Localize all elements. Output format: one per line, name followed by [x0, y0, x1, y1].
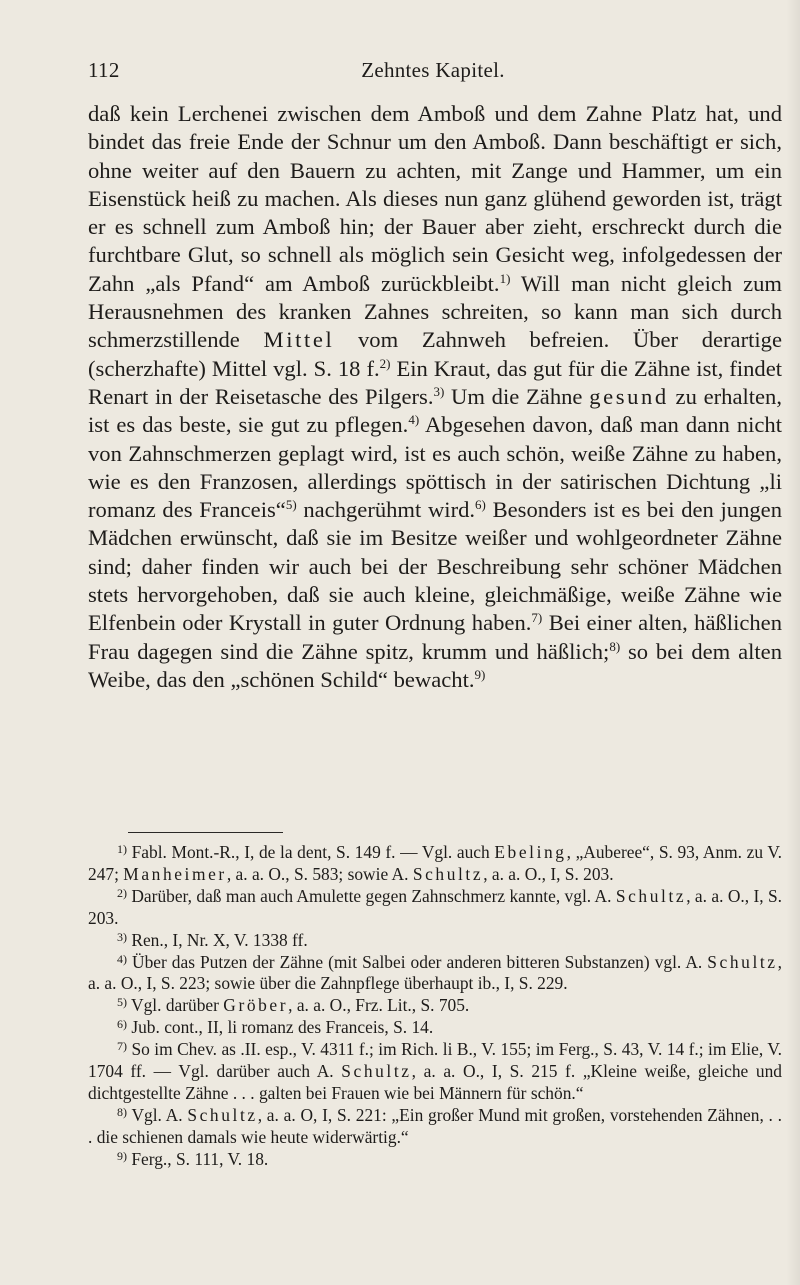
page-edge-shadow — [786, 0, 800, 1285]
spaced-emphasis: Ebeling — [494, 842, 567, 862]
footnote-number: 8) — [117, 1104, 127, 1119]
spaced-emphasis: gesund — [589, 383, 669, 409]
footnote — [88, 1149, 782, 1171]
spaced-emphasis: Mittel — [263, 327, 335, 353]
main-text — [88, 100, 782, 694]
body-paragraph — [88, 100, 782, 694]
text-run: Vgl. A. — [127, 1104, 188, 1125]
running-header — [88, 58, 778, 86]
footnote-separator — [128, 832, 283, 833]
footnote — [88, 930, 782, 952]
text-run: Abgesehen davon, daß man dann nicht von Zahnschmerzen geplagt wird, ist es auch schön, weiße Zähne zu haben, wie es den Franzosen, allerdings spöttisch in der satirischen Dichtung „li romanz des Franceis“ — [88, 412, 782, 523]
footnote — [88, 1017, 782, 1039]
text-run: vom Zahnweh befreien. Über derartige (scherzhafte) Mittel vgl. S. 18 f. — [88, 327, 782, 381]
spaced-emphasis: Schultz — [707, 951, 778, 972]
text-run: Ren., I, Nr. X, V. 1338 ff. — [127, 929, 308, 950]
footnote-reference: 2) — [379, 355, 391, 371]
footnote-reference: 9) — [474, 666, 486, 682]
footnote — [88, 1039, 782, 1105]
footnote-reference: 7) — [531, 610, 543, 626]
footnote-number: 2) — [117, 885, 127, 900]
footnotes — [88, 842, 782, 1171]
footnote-number: 9) — [117, 1148, 127, 1163]
text-run: , „Auberee“, S. 93, Anm. zu V. 247; — [88, 842, 782, 884]
footnote-reference: 4) — [408, 412, 420, 428]
text-run: , a. a. O., I, S. 223; sowie über die Zahnpflege überhaupt ib., I, S. 229. — [88, 951, 782, 994]
spaced-emphasis: Schultz — [187, 1104, 258, 1125]
text-run: , a. a. O., Frz. Lit., S. 705. — [288, 995, 470, 1016]
text-run: Darüber, daß man auch Amulette gegen Zahnschmerz kannte, vgl. A. — [127, 885, 616, 906]
footnote — [88, 886, 782, 930]
spaced-emphasis: Schultz — [412, 863, 484, 884]
footnote — [88, 995, 782, 1017]
spaced-emphasis: Schultz — [615, 885, 687, 906]
footnote-reference: 1) — [499, 270, 511, 286]
footnote-reference: 6) — [475, 497, 486, 513]
text-run: Fabl. Mont.-R., I, de la dent, S. 149 f. — Vgl. auch — [127, 842, 495, 862]
text-run: so bei dem alten Weibe, das den „schönen Schild“ bewacht. — [88, 638, 782, 692]
page-number: 112 — [88, 58, 120, 82]
text-run: Über das Putzen der Zähne (mit Salbei oder anderen bitteren Substanzen) vgl. A. — [127, 951, 708, 972]
text-run: daß kein Lerchenei zwischen dem Amboß und dem Zahne Platz hat, und bindet das freie Ende der Schnur um den Amboß. Dann beschäftigt er sich, ohne weiter auf den Bauern zu achten, mit Zange und Hammer, um ein Eisenstück heiß zu machen. Als dieses nun ganz glühend geworden ist, trägt er es schnell zum Amboß hin; der Bauer aber zieht, erschreckt durch die furchtbare Glut, so schnell als möglich sein Gesicht weg, infolgedessen der Zahn „als Pfand“ am Amboß zurückbleibt. — [88, 101, 782, 296]
spaced-emphasis: Gröber — [223, 995, 289, 1016]
text-run: Ferg., S. 111, V. 18. — [127, 1148, 269, 1169]
text-run: , a. a. O., S. 583; sowie A. — [226, 863, 413, 884]
spaced-emphasis: Manheimer — [123, 863, 227, 884]
footnote-reference: 8) — [609, 638, 621, 654]
footnote-number: 7) — [117, 1039, 127, 1054]
text-run: , a. a. O., I, S. 203. — [88, 885, 782, 928]
text-run: , a. a. O, I, S. 221: „Ein großer Mund mit großen, vorstehenden Zähnen, . . . die schienen damals wie heute widerwärtig.“ — [88, 1104, 782, 1147]
footnote-reference: 5) — [285, 497, 297, 513]
text-run: Besonders ist es bei den jungen Mädchen erwünscht, daß sie im Besitze weißer und wohlgeordneter Zähne sind; daher finden wir auch bei der Beschreibung sehr schöner Mädchen stets hervorgehoben, daß sie auch kleine, gleichmäßige, weiße Zähne wie Elfenbein oder Krystall in guter Ordnung haben. — [88, 497, 783, 636]
text-run: zu erhalten, ist es das beste, sie gut zu pflegen. — [88, 383, 783, 438]
footnote-reference: 3) — [433, 383, 445, 399]
footnote-number: 4) — [117, 951, 127, 966]
footnote-number: 1) — [117, 842, 127, 856]
footnote-number: 6) — [117, 1017, 127, 1032]
footnote — [88, 952, 782, 996]
chapter-title: Zehntes Kapitel. — [361, 58, 505, 82]
text-run: Will man nicht gleich zum Herausnehmen des kranken Zahnes schreiten, so kann man sich durch schmerzstillende — [88, 270, 782, 353]
text-run: nachgerühmt wird. — [296, 497, 476, 523]
text-run: Jub. cont., II, li romanz des Franceis, S. 14. — [127, 1017, 434, 1038]
text-run: Vgl. darüber — [127, 995, 224, 1016]
text-run: Um die Zähne — [444, 383, 590, 409]
spaced-emphasis: Schultz — [341, 1061, 412, 1082]
text-run: So im Chev. as .II. esp., V. 4311 f.; im Rich. li B., V. 155; im Ferg., S. 43, V. 14 f.; im Elie, V. 1704 ff. — Vgl. darüber auch A. — [88, 1039, 782, 1082]
footnote-number: 3) — [117, 929, 127, 944]
footnote-number: 5) — [117, 995, 127, 1010]
text-run: Ein Kraut, das gut für die Zähne ist, findet Renart in der Reisetasche des Pilgers. — [88, 355, 782, 409]
text-run: Bei einer alten, häßlichen Frau dagegen sind die Zähne spitz, krumm und häßlich; — [88, 610, 782, 664]
text-run: , a. a. O., I, S. 215 f. „Kleine weiße, gleiche und dichtgestellte Zähne . . . galten bei Frauen wie bei Männern für schön.“ — [88, 1061, 782, 1103]
text-run: , a. a. O., I, S. 203. — [483, 863, 614, 884]
footnote — [88, 1105, 782, 1149]
footnote — [88, 842, 782, 886]
